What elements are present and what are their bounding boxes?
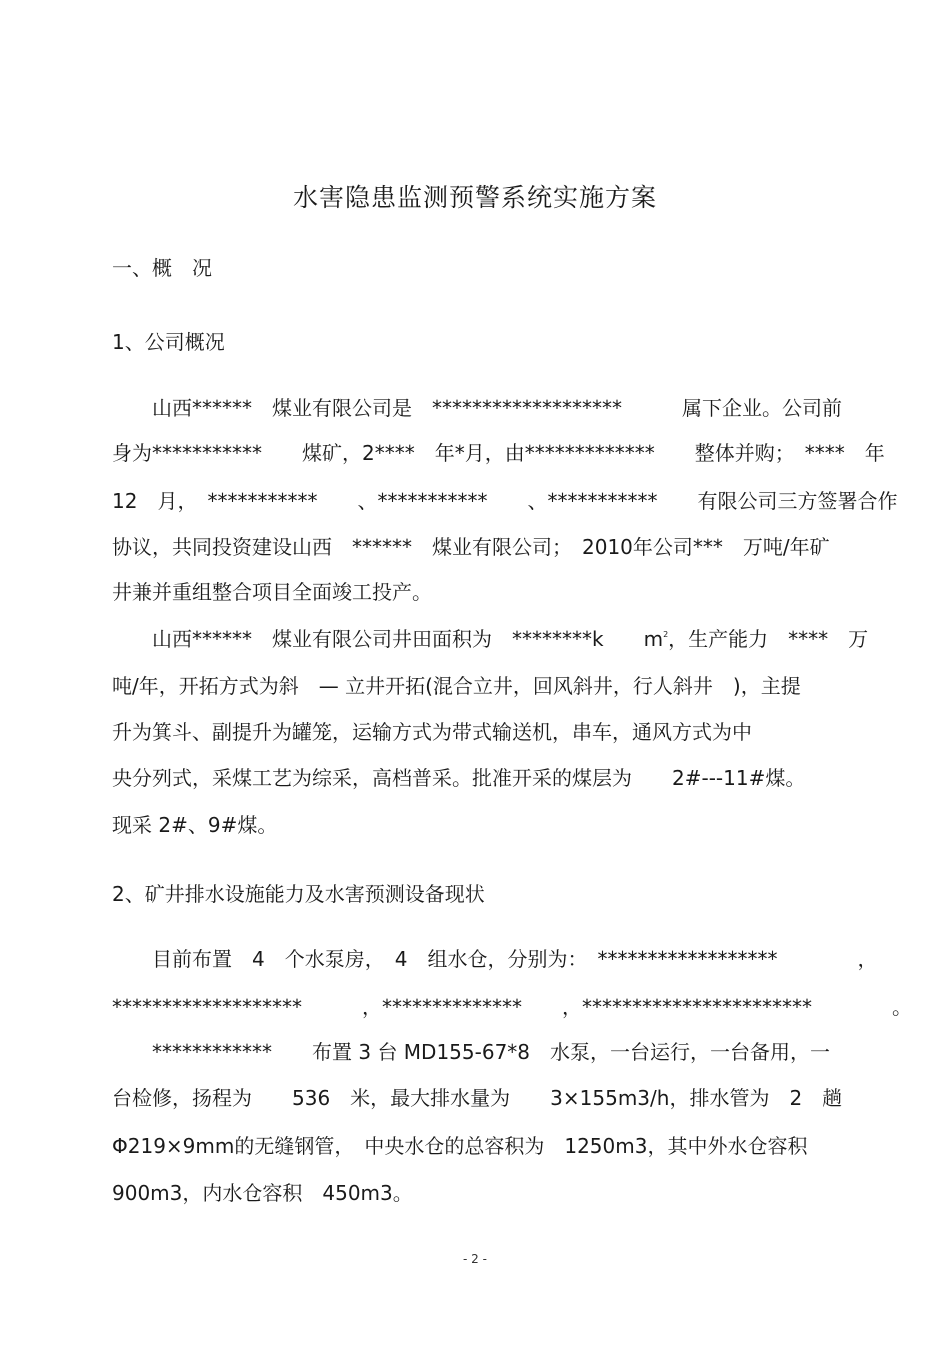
text-line: 身为*********** 煤矿，2**** 年*月，由************* 整体并购； **** 年 [112,441,885,465]
text-segment: 山西****** 煤业有限公司井田面积为 ********k m [112,627,664,651]
text-line: 央分列式，采煤工艺为综采，高档普采。批准开采的煤层为 2#---11#煤。 [112,766,806,790]
text-line: 协议，共同投资建设山西 ****** 煤业有限公司； 2010年公司*** 万吨/年矿 [112,535,830,559]
text-line: 900m3，内水仓容积 450m3。 [112,1181,413,1205]
text-line: 井兼并重组整合项目全面竣工投产。 [112,580,432,604]
subsection-heading: 2、矿井排水设施能力及水害预测设备现状 [112,882,485,906]
text-line: 12 月， *********** 、*********** 、*********** 有限公司三方签署合作 [112,489,898,513]
text-line: 台检修，扬程为 536 米，最大排水量为 3×155m3/h，排水管为 2 趟 [112,1086,843,1110]
section-heading: 一、概 况 [112,256,212,280]
text-line: 目前布置 4 个水泵房， 4 组水仓，分别为： ****************** ， [112,947,878,971]
superscript: 2 [663,630,669,639]
page-number: - 2 - [463,1252,487,1266]
text-line [112,627,868,651]
text-segment: ，生产能力 **** 万 [668,627,869,651]
subsection-heading: 1、公司概况 [112,330,225,354]
text-line: 山西****** 煤业有限公司是 ******************* 属下企业。公司前 [112,396,842,420]
page-title: 水害隐患监测预警系统实施方案 [292,183,657,212]
text-line: ******************* ，************** ，*********************** 。 [112,995,912,1019]
text-line: 吨/年，开拓方式为斜 — 立井开拓(混合立井，回风斜井，行人斜井 )，主提 [112,674,801,698]
text-line: 升为箕斗、副提升为罐笼，运输方式为带式输送机，串车，通风方式为中 [112,720,752,744]
text-line: 现采 2#、9#煤。 [112,813,278,837]
text-line: ************ 布置 3 台 MD155-67*8 水泵，一台运行，一台备用，一 [112,1040,831,1064]
text-line: Φ219×9mm的无缝钢管， 中央水仓的总容积为 1250m3，其中外水仓容积 [112,1134,808,1158]
